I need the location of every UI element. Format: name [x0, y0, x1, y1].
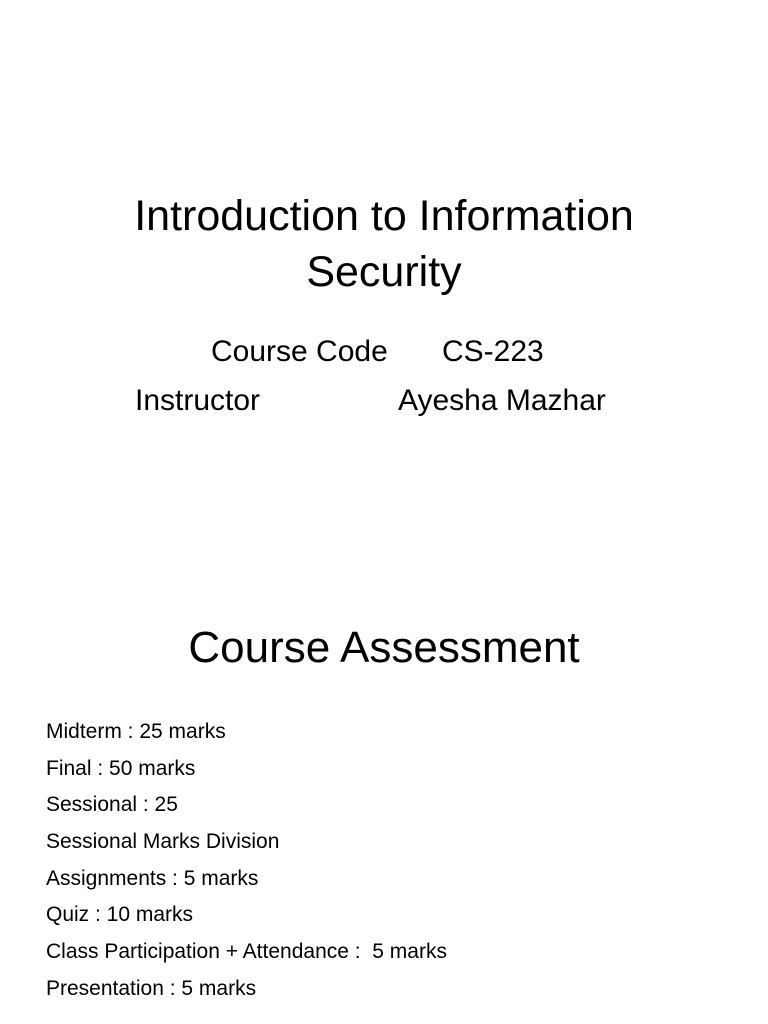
- assessment-item-participation: Class Participation + Attendance : 5 marks: [46, 940, 447, 964]
- instructor-label: Instructor: [135, 384, 261, 417]
- assessment-item-midterm: Midterm : 25 marks: [46, 720, 226, 743]
- assessment-item-sessional-division: Sessional Marks Division: [46, 830, 280, 854]
- instructor-name: Ayesha Mazhar: [398, 384, 606, 417]
- title-line-1: Introduction to Information: [134, 192, 634, 240]
- assessment-item-presentation: Presentation : 5 marks: [46, 976, 257, 1000]
- assessment-title: Course Assessment: [188, 623, 580, 672]
- title-line-2: Security: [306, 248, 462, 296]
- assessment-item-final: Final : 50 marks: [46, 756, 196, 780]
- assessment-list: [46, 714, 447, 1008]
- assessment-item-assignments: Assignments : 5 marks: [46, 866, 259, 890]
- course-code-label: Course Code: [211, 335, 388, 368]
- slide-title: [0, 188, 768, 300]
- course-code-value: CS-223: [442, 335, 544, 368]
- assessment-item-quiz: Quiz : 10 marks: [46, 903, 194, 927]
- assessment-item-sessional: Sessional : 25: [46, 793, 178, 817]
- assessment-slide: [0, 576, 768, 1024]
